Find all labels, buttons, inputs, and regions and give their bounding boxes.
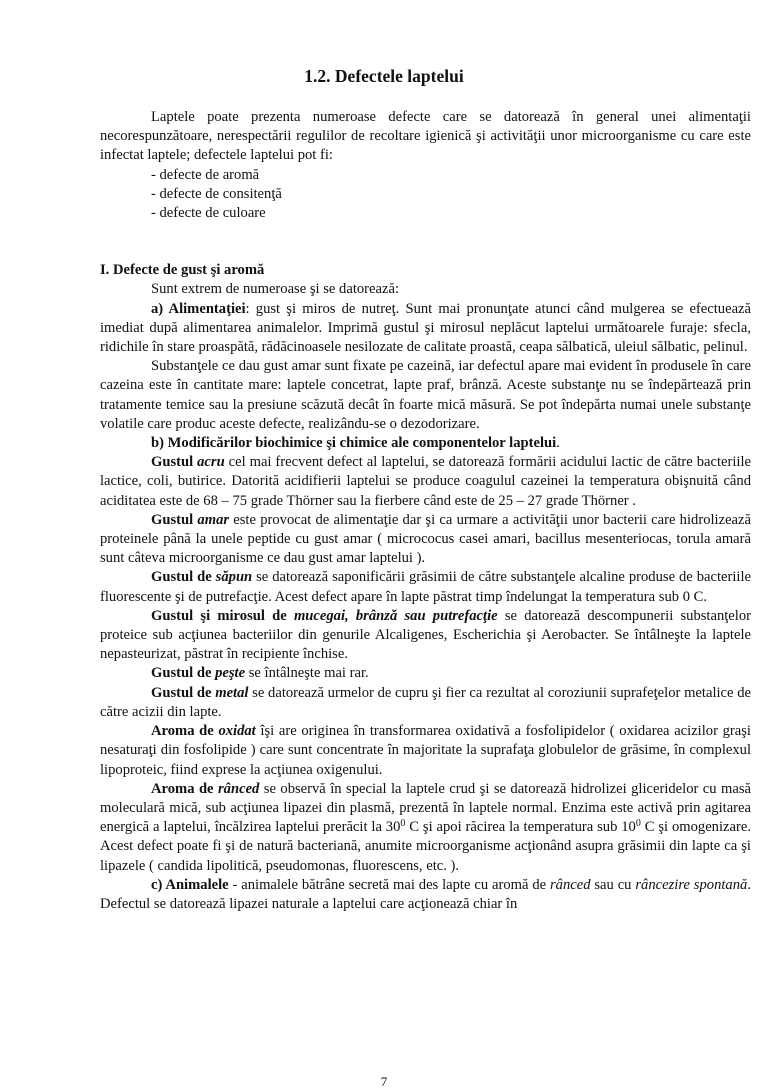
- paragraph-mucegai: [100, 607, 751, 665]
- spacer: [100, 242, 751, 261]
- lead-acru: Gustul: [151, 454, 194, 471]
- text-c-1: - animalele bătrâne secretă mai des lapte cu aromă de: [228, 876, 550, 893]
- paragraph-gust-sapun: [100, 568, 751, 606]
- text-a: : gust şi miros de nutreţ. Sunt mai pronunţate atunci când mulgerea se efectuează imediat după alimentarea animalelor. Imprimă gustul şi mirosul neplăcut laptelui următoarele furaje: sfecla, ridichile în stare proaspătă, rădăcinoasele nesilozate de calitate proastă, ceapa sălbatică, uleiul sălbatic, pelinul.: [100, 300, 751, 356]
- paragraph-ranced: [100, 780, 751, 876]
- superscript-degree: 0: [635, 818, 641, 830]
- spacer: [100, 223, 751, 242]
- paragraph-gust-acru: [100, 453, 751, 511]
- term-amar: amar: [197, 511, 230, 528]
- intro-paragraph: Laptele poate prezenta numeroase defecte care se datorează în general unei alimentaţii necorespunzătoare, nerespectării regulilor de recoltare igienică şi activităţii unor microorganisme cu care este infectat laptele; defectele laptelui pot fi:: [100, 109, 751, 164]
- term-oxidat: oxidat: [218, 723, 256, 740]
- paragraph-animalele: [100, 876, 751, 914]
- lead-sapun: Gustul de: [151, 569, 212, 586]
- section-title: 1.2. Defectele laptelui: [304, 66, 464, 86]
- term-c-rancezire: râncezire spontană: [635, 876, 748, 893]
- page-number: 7: [380, 1074, 388, 1089]
- text-acru: cel mai frecvent defect al laptelui, se datorează formării acidului lactic de către bacteriile lactice, coli, butirice. Datorită acidifierii laptelui se produce coagulul cazeinei la temperatura obişnuită când aciditatea este de 68 – 75 grade Thörner sau la fierbere când este de 25 – 27 grade Thörner .: [100, 454, 751, 509]
- label-c: c) Animalele: [151, 876, 229, 893]
- subsection-heading: I. Defecte de gust şi aromă: [100, 262, 265, 279]
- paragraph-gust-amar: [100, 511, 751, 569]
- text-peste: se întâlneşte mai rar.: [245, 665, 369, 682]
- text-b-end: .: [556, 435, 560, 452]
- lead-ranced: Aroma de: [151, 780, 214, 797]
- paragraph-peste: [100, 664, 751, 683]
- paragraph-metal: [100, 684, 751, 722]
- text-c-2: sau cu: [590, 876, 636, 893]
- list-item: - defecte de aromă: [151, 166, 260, 183]
- text-metal: se datorează urmelor de cupru şi fier ca rezultat al coroziunii suprafeţelor metalice de către acizii din lapte.: [100, 684, 751, 720]
- lead-mucegai: Gustul şi mirosul de: [151, 607, 287, 624]
- text-ranced-3: C şi omogenizare. Acest defect poate fi şi de natură bacteriană, anumite microorganisme acţionând asupra grăsimii din lapte ca şi lipazele ( candida lipolitică, pseudomonas, fluorescens, etc. ).: [100, 819, 751, 874]
- superscript-degree: 0: [400, 818, 406, 830]
- paragraph-substante: Substanţele ce dau gust amar sunt fixate pe cazeină, iar defectul apare mai evident în produsele în care cazeina este în cantitate mare: laptele concetrat, lapte praf, brânză. Aceste substanţe nu se îndepărtează prin tratamente temice sau la presiune scăzută decât în foarte mică măsură. Se pot îndepărta numai unele substanţe volatile care produc aceste defecte, realizându-se o dezodorizare.: [100, 358, 751, 432]
- paragraph-modificari: [100, 434, 751, 453]
- text-oxidat: îşi are originea în transformarea oxidativă a fosfolipidelor ( oxidarea acizilor graşi nesaturaţi din fosfolipide ) care sunt concentrate în majoritate la suprafaţa globulelor de grăsime, în complexul lipoproteic, fiind exprese la acţiunea oxigenului.: [100, 723, 751, 778]
- body-text: [100, 108, 751, 914]
- lead-oxidat: Aroma de: [151, 723, 214, 740]
- term-c-ranced: rânced: [549, 876, 591, 893]
- label-b: b) Modificărilor biochimice şi chimice ale componentelor laptelui: [151, 435, 557, 452]
- text-ranced-1: se observă în special la laptele crud şi se datorează hidrolizei gliceridelor cu masă moleculară mică, sub acţiunea lipazei din plasmă, prezentă în laptele normal. Enzima este activă prin agitarea energică a laptelui, încălzirea laptelui prerăcit la 30: [100, 780, 752, 836]
- list-item: - defecte de culoare: [151, 205, 266, 222]
- paragraph-oxidat: [100, 722, 751, 780]
- label-a: a) Alimentaţiei: [151, 300, 246, 317]
- lead-peste: Gustul de: [151, 665, 212, 682]
- term-acru: acru: [197, 454, 225, 471]
- term-metal: metal: [215, 684, 249, 701]
- subsection-intro: Sunt extrem de numeroase şi se datorează:: [151, 281, 400, 298]
- text-c-3: . Defectul se datorează lipazei naturale a laptelui care acţionează chiar în: [100, 876, 751, 912]
- term-peste: peşte: [215, 665, 246, 682]
- text-amar: este provocat de alimentaţie dar şi ca urmare a activităţii unor bacterii care hidrolizează proteinele până la unele peptide cu gust amar ( micrococus casei amari, bacillus mesenteriocas, torula amară sunt câteva microorganisme ce dau gust amar laptelui ).: [100, 511, 751, 567]
- text-ranced-2: C şi apoi răcirea la temperatura sub 10: [405, 819, 636, 836]
- text-sapun: se datorează saponificării grăsimii de către substanţele alcaline produse de bacteriile fluorescente şi de putrefacţie. Acest defect apare în lapte păstrat timp îndelungat la temperatura sub 0 C.: [100, 569, 751, 605]
- term-ranced: rânced: [218, 780, 260, 797]
- lead-amar: Gustul: [151, 511, 194, 528]
- list-item: - defecte de consitenţă: [151, 185, 282, 202]
- term-mucegai: mucegai, brânză sau putrefacţie: [293, 607, 498, 624]
- text-mucegai: se datorează descompunerii substanţelor proteice sub acţiunea bacteriilor din genurile Alcaligenes, Escherichia şi Aerobacter. Se întâlneşte la laptele nepasteurizat, păstrat în recipiente închise.: [100, 607, 752, 663]
- lead-metal: Gustul de: [151, 684, 212, 701]
- paragraph-alimentatie: [100, 300, 751, 358]
- term-sapun: săpun: [215, 569, 253, 586]
